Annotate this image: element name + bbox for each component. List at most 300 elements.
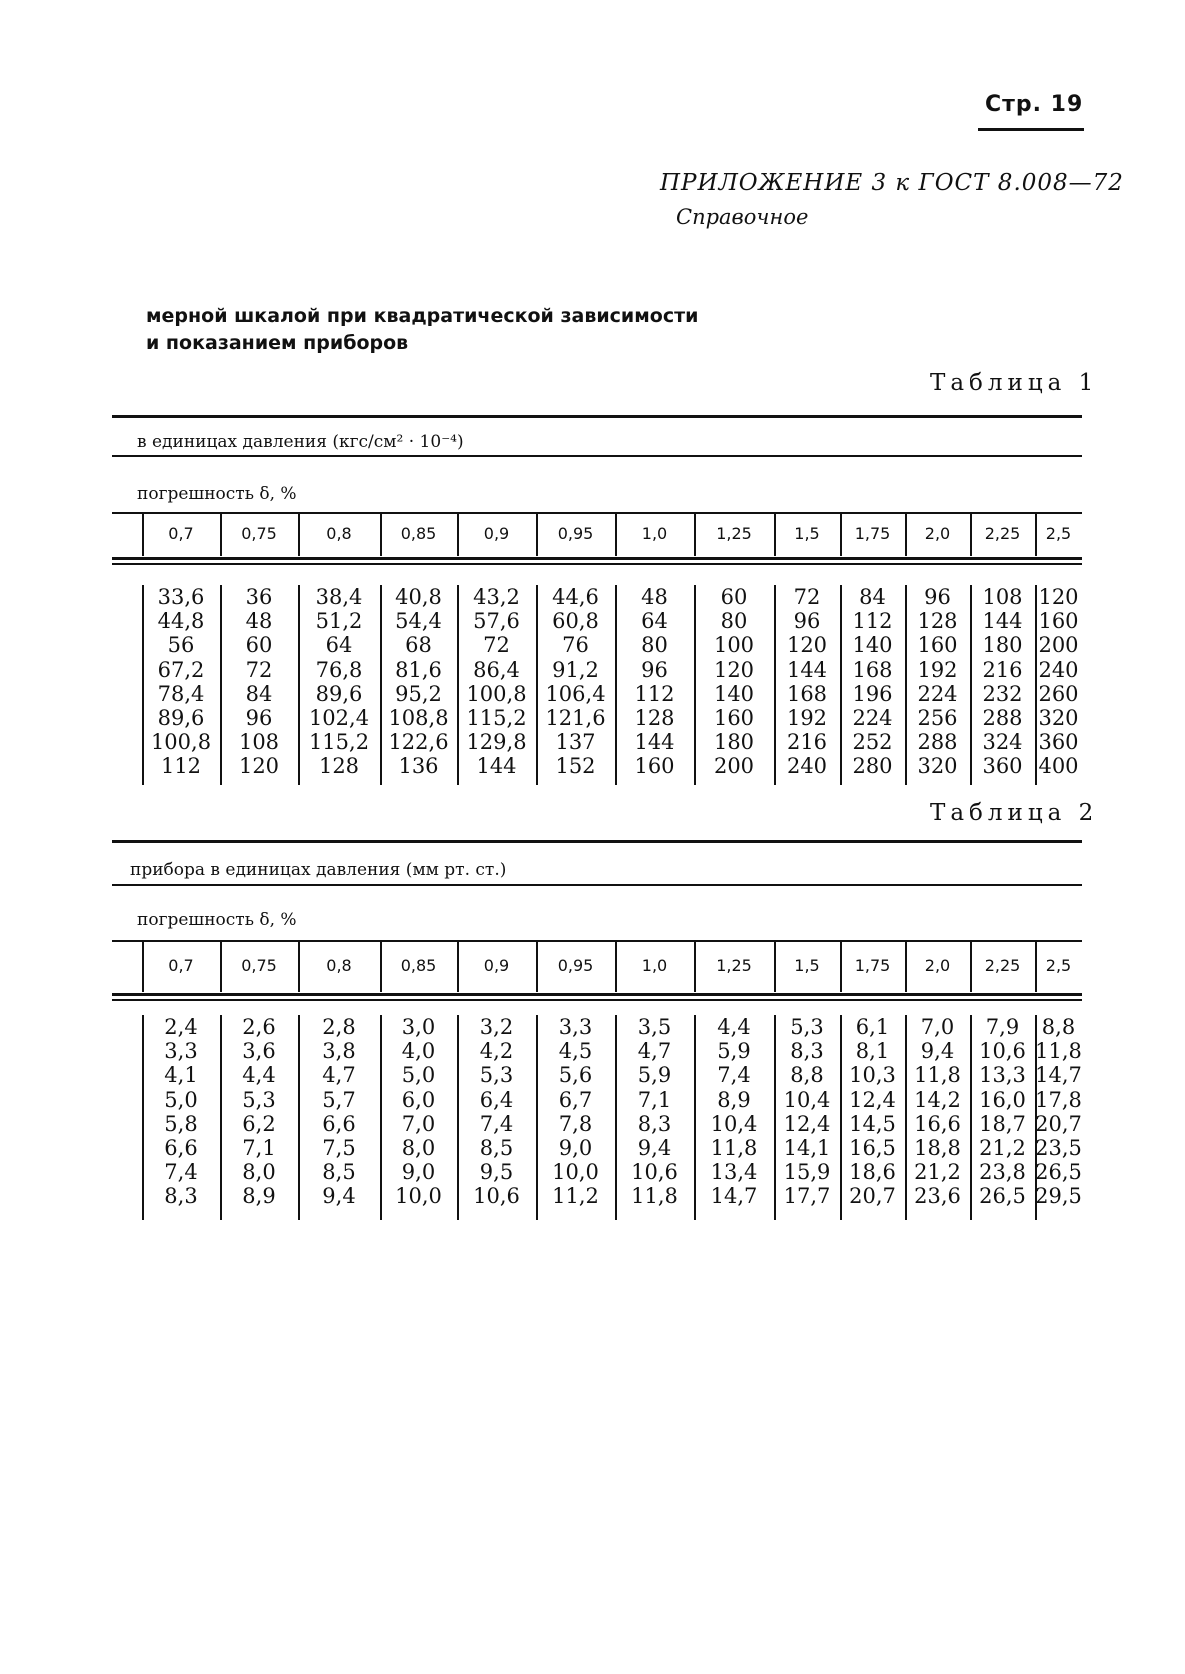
table2-cell: 7,1 <box>637 1087 672 1112</box>
table1-cell: 144 <box>634 730 675 755</box>
table2-cell: 14,7 <box>1035 1063 1082 1088</box>
table1-cell: 324 <box>982 730 1023 755</box>
table1-cell: 128 <box>318 754 360 779</box>
table2-cell: 4,0 <box>401 1039 436 1064</box>
table1-title: Таблица 1 <box>930 370 1099 396</box>
table2-cell: 3,5 <box>637 1015 672 1039</box>
table2-data-column <box>694 1015 774 1209</box>
table2-cell: 9,4 <box>637 1136 672 1161</box>
table1-cell: 60 <box>245 633 273 658</box>
table1-cell: 106,4 <box>545 681 606 706</box>
table1-data-column <box>615 585 694 779</box>
table1-header-divider <box>774 514 776 556</box>
table1-cell: 48 <box>641 585 668 609</box>
table2-cell: 8,0 <box>401 1136 436 1161</box>
table1-cell: 96 <box>245 706 273 731</box>
table1-column-divider <box>615 585 617 785</box>
table2-col-header: 0,75 <box>241 956 277 975</box>
table2-header-rule-2 <box>112 999 1082 1001</box>
table1-header-divider <box>142 514 144 556</box>
table2-data-column <box>380 1015 457 1209</box>
table2-cell: 4,2 <box>479 1039 514 1064</box>
table2-cell: 18,8 <box>914 1136 961 1161</box>
table2-col-header: 0,8 <box>326 956 352 975</box>
table1-column-divider <box>840 585 842 785</box>
table2-top-rule <box>112 840 1082 843</box>
table2-col-header: 0,9 <box>483 956 510 975</box>
table1-data-column <box>142 585 220 779</box>
table1-cell: 320 <box>1038 706 1079 731</box>
table2-cell: 5,9 <box>717 1039 751 1064</box>
table2-data-column <box>536 1015 615 1209</box>
table1-cell: 180 <box>982 633 1023 658</box>
table2-col-header: 2,5 <box>1045 956 1072 975</box>
table2-cell: 4,1 <box>164 1063 198 1088</box>
table1-cell: 38,4 <box>315 585 363 609</box>
table2-cell: 14,7 <box>710 1184 758 1209</box>
table1-header-divider <box>694 514 696 556</box>
table1-cell: 96 <box>641 657 668 682</box>
table1-cell: 160 <box>713 706 755 731</box>
table1-units-caption: в единицах давления (кгс/см² · 10⁻⁴) <box>137 432 464 452</box>
table1-header-divider <box>970 514 972 556</box>
table1-header-divider <box>457 514 459 556</box>
table1-cell: 44,8 <box>157 609 205 634</box>
table1-cell: 112 <box>160 754 202 779</box>
table2-col-header: 1,75 <box>854 956 891 975</box>
table2-cell: 10,3 <box>849 1063 896 1088</box>
table2-col-header: 0,95 <box>557 956 594 975</box>
table1-cell: 67,2 <box>157 657 205 682</box>
table2-column-divider <box>298 1015 300 1220</box>
table1-col-header: 0,8 <box>326 524 352 543</box>
table2-cell: 8,5 <box>479 1136 514 1161</box>
table1-cell: 76 <box>562 633 589 658</box>
table1-cell: 224 <box>917 681 958 706</box>
table1-cell: 400 <box>1038 754 1079 779</box>
table2-cell: 6,6 <box>164 1136 198 1161</box>
table1-cell: 160 <box>634 754 675 779</box>
table2-cell: 5,6 <box>558 1063 593 1088</box>
table2-cell: 8,9 <box>242 1184 276 1209</box>
table1-cell: 360 <box>1038 730 1079 755</box>
table1-cell: 256 <box>917 706 958 731</box>
table1-cell: 72 <box>483 633 510 658</box>
table1-cell: 96 <box>793 609 821 634</box>
table1-header-divider <box>220 514 222 556</box>
table1-cell: 78,4 <box>157 681 205 706</box>
table2-cell: 5,7 <box>322 1087 356 1112</box>
table1-header-divider <box>536 514 538 556</box>
table2-column-divider <box>694 1015 696 1220</box>
table2-column-divider <box>536 1015 538 1220</box>
table2-cell: 9,0 <box>558 1136 593 1161</box>
table1-col-header: 1,0 <box>641 524 668 543</box>
table1-top-rule <box>112 415 1082 418</box>
table1-cell: 180 <box>713 730 755 755</box>
table2-header-divider <box>970 942 972 992</box>
table2-column-divider <box>142 1015 144 1220</box>
table1-cell: 112 <box>634 681 675 706</box>
table1-data-column <box>220 585 298 779</box>
table2-cell: 13,4 <box>710 1160 758 1185</box>
table2-cell: 3,6 <box>242 1039 276 1064</box>
table2-units-caption: прибора в единицах давления (мм рт. ст.) <box>130 860 507 880</box>
table2-data-column <box>774 1015 840 1209</box>
table1-data-column <box>380 585 457 779</box>
table1-cell: 95,2 <box>395 681 442 706</box>
table2-data-column <box>840 1015 905 1209</box>
table1-column-divider <box>905 585 907 785</box>
table2-cell: 9,4 <box>322 1184 356 1209</box>
table1-cell: 120 <box>786 633 828 658</box>
table2-cell: 10,6 <box>979 1039 1026 1064</box>
table1-cell: 72 <box>245 657 273 682</box>
table2-data-column <box>615 1015 694 1209</box>
table2-cell: 11,2 <box>552 1184 599 1209</box>
table2-cell: 6,7 <box>558 1087 593 1112</box>
page-number-underline <box>978 128 1084 131</box>
table2-cell: 8,8 <box>1041 1015 1076 1039</box>
table2-cell: 4,4 <box>242 1063 276 1088</box>
table1-cell: 144 <box>786 657 828 682</box>
table2-header-divider <box>142 942 144 992</box>
section-heading <box>146 303 698 357</box>
table2-cell: 8,3 <box>790 1039 824 1064</box>
table2-cell: 20,7 <box>849 1184 896 1209</box>
table1-column-divider <box>1035 585 1037 785</box>
table2-data-column <box>298 1015 380 1209</box>
table1-column-divider <box>694 585 696 785</box>
table2-cell: 11,8 <box>914 1063 961 1088</box>
table2-cell: 3,3 <box>164 1039 198 1064</box>
table1-cell: 216 <box>786 730 828 755</box>
table2-cell: 4,7 <box>322 1063 356 1088</box>
table1-data-column <box>694 585 774 779</box>
table2-cell: 23,8 <box>979 1160 1026 1185</box>
table1-data-column <box>298 585 380 779</box>
table1-cell: 128 <box>634 706 675 731</box>
page-number: Стр. 19 <box>985 92 1084 117</box>
table2-header-divider <box>840 942 842 992</box>
table2-cell: 4,4 <box>717 1015 751 1039</box>
table1-cell: 33,6 <box>157 585 205 609</box>
table1-cell: 192 <box>917 657 958 682</box>
table2-column-divider <box>615 1015 617 1220</box>
table1-cell: 120 <box>238 754 280 779</box>
table1-cell: 360 <box>982 754 1023 779</box>
table2-cell: 20,7 <box>1035 1111 1082 1136</box>
table1-cell: 121,6 <box>545 706 606 731</box>
table1-cell: 144 <box>982 609 1023 634</box>
table2-error-caption: погрешность δ, % <box>137 910 297 930</box>
table1-column-divider <box>298 585 300 785</box>
table2-column-divider <box>840 1015 842 1220</box>
table2-cell: 16,5 <box>849 1136 896 1161</box>
table1-data-column <box>840 585 905 779</box>
table1-cell: 51,2 <box>315 609 363 634</box>
table1-col-header: 0,85 <box>400 524 437 543</box>
appendix-subtitle: Справочное <box>676 205 809 229</box>
table2-data-column <box>905 1015 970 1209</box>
table1-cell: 100,8 <box>466 681 527 706</box>
table1-cell: 108 <box>238 730 280 755</box>
table2-caption-rule <box>112 884 1082 886</box>
table2-cell: 15,9 <box>783 1160 831 1185</box>
table1-col-header: 2,0 <box>924 524 951 543</box>
table1-col-header: 1,5 <box>794 524 820 543</box>
table1-cell: 80 <box>641 633 668 658</box>
table1-data-column <box>970 585 1035 779</box>
table1-cell: 160 <box>917 633 958 658</box>
table2-header-divider <box>536 942 538 992</box>
table1-cell: 68 <box>405 633 432 658</box>
table2-cell: 7,0 <box>920 1015 955 1039</box>
table1-cell: 252 <box>852 730 893 755</box>
table1-header-divider <box>1035 514 1037 556</box>
table2-cell: 8,3 <box>637 1111 672 1136</box>
table1-cell: 160 <box>1038 609 1079 634</box>
table2-header-divider <box>774 942 776 992</box>
table2-header-divider <box>220 942 222 992</box>
table1-col-header: 0,75 <box>241 524 277 543</box>
table1-cell: 168 <box>852 657 893 682</box>
table2-cell: 4,7 <box>637 1039 672 1064</box>
table1-cell: 260 <box>1038 681 1079 706</box>
table1-col-header: 0,95 <box>557 524 594 543</box>
table2-cell: 18,7 <box>979 1111 1026 1136</box>
table2-cell: 10,6 <box>473 1184 520 1209</box>
table2-header-divider <box>298 942 300 992</box>
table1-cell: 200 <box>1038 633 1079 658</box>
table1-cell: 115,2 <box>466 706 527 731</box>
table2-header-divider <box>1035 942 1037 992</box>
table2-column-divider <box>1035 1015 1037 1220</box>
table2-cell: 13,3 <box>979 1063 1026 1088</box>
table2-cell: 26,5 <box>979 1184 1026 1209</box>
table1-column-divider <box>457 585 459 785</box>
table2-cell: 11,8 <box>1035 1039 1082 1064</box>
table1-cell: 152 <box>555 754 596 779</box>
table2-cell: 8,0 <box>242 1160 276 1185</box>
table1-column-divider <box>536 585 538 785</box>
table2-data-column <box>1035 1015 1082 1209</box>
table2-cell: 8,3 <box>164 1184 198 1209</box>
table1-cell: 140 <box>713 681 755 706</box>
table1-header-divider <box>905 514 907 556</box>
table1-col-header: 0,7 <box>168 524 194 543</box>
table2-data-column <box>970 1015 1035 1209</box>
table2-cell: 16,6 <box>914 1111 961 1136</box>
table2-cell: 8,5 <box>322 1160 356 1185</box>
table2-cell: 18,6 <box>849 1160 896 1185</box>
table1-cell: 108,8 <box>388 706 449 731</box>
table1-header-rule-2 <box>112 563 1082 565</box>
table1-cell: 216 <box>982 657 1023 682</box>
table1-data-column <box>457 585 536 779</box>
table2-cell: 21,2 <box>979 1136 1026 1161</box>
table1-header-divider <box>298 514 300 556</box>
table1-column-divider <box>774 585 776 785</box>
table2-cell: 5,0 <box>164 1087 198 1112</box>
table2-cell: 2,6 <box>242 1015 276 1039</box>
table2-cell: 7,5 <box>322 1136 356 1161</box>
table1-cell: 320 <box>917 754 958 779</box>
table2-cell: 5,3 <box>790 1015 824 1039</box>
table2-column-divider <box>970 1015 972 1220</box>
table1-cell: 44,6 <box>552 585 599 609</box>
table2-cell: 11,8 <box>710 1136 758 1161</box>
table2-cell: 5,9 <box>637 1063 672 1088</box>
table2-cell: 3,3 <box>558 1015 593 1039</box>
table1-cell: 192 <box>786 706 828 731</box>
table1-cell: 224 <box>852 706 893 731</box>
table2-cell: 8,8 <box>790 1063 824 1088</box>
table2-cell: 5,0 <box>401 1063 436 1088</box>
table2-cell: 5,3 <box>479 1063 514 1088</box>
table2-cell: 10,0 <box>395 1184 442 1209</box>
table1-cell: 128 <box>917 609 958 634</box>
table2-cell: 23,5 <box>1035 1136 1082 1161</box>
table2-column-divider <box>774 1015 776 1220</box>
table2-cell: 2,4 <box>164 1015 198 1039</box>
table1-data-column <box>774 585 840 779</box>
table1-cell: 144 <box>476 754 517 779</box>
table1-cell: 136 <box>398 754 439 779</box>
table1-data-column <box>1035 585 1082 779</box>
table1-cell: 240 <box>786 754 828 779</box>
table1-cell: 43,2 <box>473 585 520 609</box>
table2-cell: 7,0 <box>401 1111 436 1136</box>
table1-header-divider <box>615 514 617 556</box>
table1-cell: 288 <box>917 730 958 755</box>
table1-column-divider <box>220 585 222 785</box>
table1-col-header: 2,25 <box>984 524 1021 543</box>
table2-subheader-rule <box>112 940 1082 942</box>
table2-cell: 7,4 <box>479 1111 514 1136</box>
table1-header-divider <box>840 514 842 556</box>
table2-cell: 21,2 <box>914 1160 961 1185</box>
table2-cell: 17,8 <box>1035 1087 1082 1112</box>
table1-data-column <box>536 585 615 779</box>
table1-cell: 64 <box>325 633 353 658</box>
table1-cell: 60,8 <box>552 609 599 634</box>
table2-col-header: 1,25 <box>716 956 752 975</box>
table1-cell: 89,6 <box>157 706 205 731</box>
table1-cell: 72 <box>793 585 821 609</box>
table2-cell: 2,8 <box>322 1015 356 1039</box>
table2-title: Таблица 2 <box>930 800 1099 826</box>
section-heading-line-2: и показанием приборов <box>146 332 409 354</box>
table1-cell: 200 <box>713 754 755 779</box>
table1-cell: 120 <box>713 657 755 682</box>
table2-cell: 29,5 <box>1035 1184 1082 1209</box>
table1-cell: 102,4 <box>308 706 370 731</box>
table2-cell: 26,5 <box>1035 1160 1082 1185</box>
table2-column-divider <box>380 1015 382 1220</box>
table2-cell: 3,2 <box>479 1015 514 1039</box>
table1-cell: 232 <box>982 681 1023 706</box>
table2-column-divider <box>220 1015 222 1220</box>
table1-cell: 54,4 <box>395 609 442 634</box>
table2-cell: 11,8 <box>631 1184 678 1209</box>
table1-subheader-rule <box>112 512 1082 514</box>
table1-cell: 100 <box>713 633 755 658</box>
table2-cell: 10,4 <box>710 1111 758 1136</box>
table1-column-divider <box>380 585 382 785</box>
table1-cell: 280 <box>852 754 893 779</box>
table1-cell: 120 <box>1038 585 1079 609</box>
table2-cell: 10,0 <box>552 1160 599 1185</box>
table1-cell: 60 <box>720 585 748 609</box>
table1-cell: 240 <box>1038 657 1079 682</box>
table2-header-rule <box>112 993 1082 996</box>
section-heading-line-1: мерной шкалой при квадратической зависимости <box>146 305 699 327</box>
table2-cell: 8,9 <box>717 1087 751 1112</box>
table2-cell: 14,5 <box>849 1111 896 1136</box>
table2-header-divider <box>905 942 907 992</box>
table2-cell: 9,0 <box>401 1160 436 1185</box>
table2-cell: 7,1 <box>242 1136 276 1161</box>
table2-col-header: 2,25 <box>984 956 1021 975</box>
table1-cell: 40,8 <box>395 585 442 609</box>
table1-error-caption: погрешность δ, % <box>137 484 297 504</box>
table2-cell: 9,5 <box>479 1160 514 1185</box>
table1-col-header: 2,5 <box>1045 524 1072 543</box>
table2-cell: 6,4 <box>479 1087 514 1112</box>
table1-cell: 91,2 <box>552 657 599 682</box>
table2-header-divider <box>380 942 382 992</box>
table2-cell: 3,0 <box>401 1015 436 1039</box>
table2-data-column <box>457 1015 536 1209</box>
table1-col-header: 1,75 <box>854 524 891 543</box>
table1-cell: 84 <box>245 681 273 706</box>
table1-cell: 89,6 <box>315 681 363 706</box>
table2-cell: 7,4 <box>717 1063 751 1088</box>
table2-cell: 12,4 <box>849 1087 896 1112</box>
table1-cell: 115,2 <box>308 730 370 755</box>
table2-cell: 14,2 <box>914 1087 961 1112</box>
table1-cell: 36 <box>245 585 273 609</box>
table1-cell: 108 <box>982 585 1023 609</box>
table2-cell: 3,8 <box>322 1039 356 1064</box>
table2-cell: 6,0 <box>401 1087 436 1112</box>
table2-cell: 8,1 <box>855 1039 890 1064</box>
table1-cell: 64 <box>641 609 668 634</box>
table1-cell: 86,4 <box>473 657 520 682</box>
table1-cell: 129,8 <box>466 730 527 755</box>
table1-cell: 288 <box>982 706 1023 731</box>
table2-cell: 7,4 <box>164 1160 198 1185</box>
table2-cell: 10,4 <box>783 1087 831 1112</box>
table1-cell: 168 <box>786 681 828 706</box>
table1-col-header: 1,25 <box>716 524 752 543</box>
table2-cell: 17,7 <box>783 1184 831 1209</box>
table1-cell: 48 <box>245 609 273 634</box>
table1-cell: 56 <box>167 633 195 658</box>
table2-cell: 6,6 <box>322 1111 356 1136</box>
table2-cell: 23,6 <box>914 1184 961 1209</box>
appendix-title: ПРИЛОЖЕНИЕ 3 к ГОСТ 8.008—72 <box>660 170 1124 196</box>
table1-caption-rule <box>112 455 1082 457</box>
table2-data-column <box>220 1015 298 1209</box>
table1-data-column <box>905 585 970 779</box>
table1-col-header: 0,9 <box>483 524 510 543</box>
table1-cell: 57,6 <box>473 609 520 634</box>
table1-cell: 80 <box>720 609 748 634</box>
table2-column-divider <box>457 1015 459 1220</box>
table1-cell: 122,6 <box>388 730 449 755</box>
